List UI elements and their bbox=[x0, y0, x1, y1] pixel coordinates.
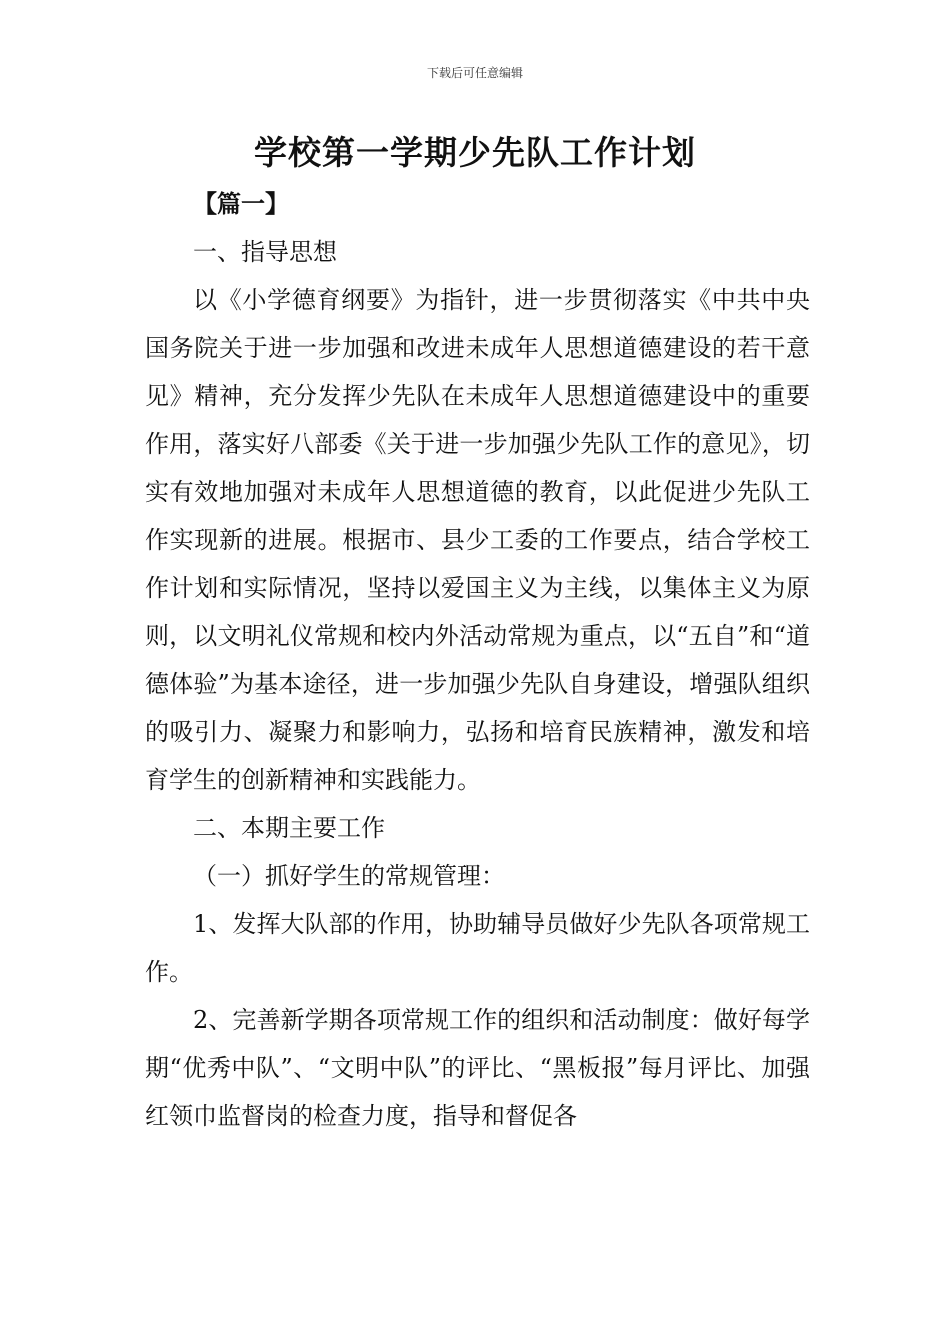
list-item: 2、完善新学期各项常规工作的组织和活动制度：做好每学期“优秀中队”、“文明中队”的评比、“黑板报”每月评比、加强红领巾监督岗的检查力度，指导和督促各 bbox=[145, 1006, 810, 1130]
paragraph-guiding-thought: 以《小学德育纲要》为指针，进一步贯彻落实《中共中央国务院关于进一步加强和改进未成年人思想道德建设的若干意见》精神，充分发挥少先队在未成年人思想道德建设中的重要作用，落实好八部委《关于进一步加强少先队工作的意见》，切实有效地加强对未成年人思想道德的教育，以此促进少先队工作实现新的进展。根据市、县少工委的工作要点，结合学校工作计划和实际情况，坚持以爱国主义为主线，以集体主义为原则，以文明礼仪常规和校内外活动常规为重点，以“五自”和“道德体验”为基本途径，进一步加强少先队自身建设，增强队组织的吸引力、凝聚力和影响力，弘扬和培育民族精神，激发和培育学生的创新精神和实践能力。 bbox=[145, 286, 810, 794]
document-body bbox=[145, 180, 810, 1140]
header-note: 下载后可任意编辑 bbox=[426, 66, 523, 80]
page-title: 学校第一学期少先队工作计划 bbox=[254, 133, 696, 172]
subheading-routine-management: （一）抓好学生的常规管理： bbox=[193, 862, 505, 890]
section-tag: 【篇一】 bbox=[193, 189, 289, 218]
heading-main-work: 二、本期主要工作 bbox=[193, 814, 385, 842]
list-item: 1、发挥大队部的作用，协助辅导员做好少先队各项常规工作。 bbox=[145, 910, 810, 986]
heading-guiding-thought: 一、指导思想 bbox=[193, 238, 337, 266]
